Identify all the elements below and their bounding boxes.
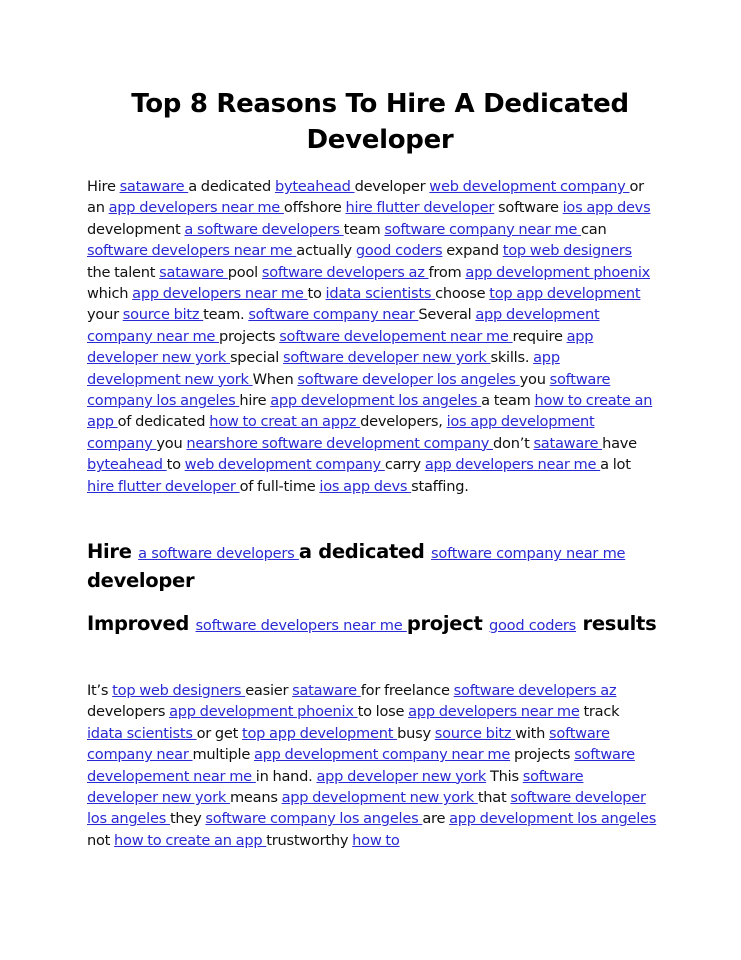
inline-link[interactable]: app developer new york [316,767,487,785]
text-run: are [422,810,450,828]
inline-link[interactable]: app development company near me [87,306,600,345]
inline-link[interactable]: source bitz [122,306,204,324]
inline-link[interactable]: software developers near me [195,617,407,634]
page-title: Top 8 Reasons To Hire A Dedicated Developer [131,89,629,155]
text-run: software [494,199,563,217]
text-run: results [576,612,657,635]
inline-link[interactable]: a software developers [138,545,299,562]
text-run: a dedicated [188,178,275,195]
text-run: Improved [87,612,196,635]
text-run: Hire [87,178,120,195]
inline-link[interactable]: software company los angeles [87,370,611,410]
inline-link[interactable]: a software developers [184,220,344,238]
inline-link[interactable]: good coders [355,242,443,260]
text-run: to lose [357,703,409,721]
inline-link[interactable]: app development los angeles [270,392,482,410]
inline-link[interactable]: software developer los angeles [297,370,520,388]
inline-link[interactable]: top web designers [112,682,246,699]
inline-link[interactable]: top app development [242,724,398,742]
text-run: they [169,810,206,828]
inline-link[interactable]: software developers az [261,263,429,281]
inline-link[interactable]: app development company near me [253,746,511,764]
results-paragraph [87,680,657,851]
section-heading-improved-results [87,610,667,639]
text-run: Hire [87,540,139,563]
text-run: the talent [87,263,160,281]
inline-link[interactable]: software company near [87,724,610,764]
text-run: project [406,612,489,635]
text-run: a dedicated [298,540,432,563]
text-run: projects [510,746,575,764]
inline-link[interactable]: hire flutter developer [87,477,240,495]
text-run: hire [239,392,271,410]
text-run: developers [87,703,170,721]
text-run: offshore [283,199,346,217]
inline-link[interactable]: how to [352,831,400,849]
intro-paragraph [87,176,657,497]
inline-link[interactable]: good coders [488,617,577,634]
inline-link[interactable]: app developers near me [408,703,580,721]
text-run: you [156,434,187,452]
inline-link[interactable]: source bitz [434,724,516,742]
inline-link[interactable]: sataware [159,263,228,281]
text-run: don’t [493,434,534,452]
text-run: of dedicated [117,413,210,431]
text-run: with [515,724,550,742]
text-run: developer [87,569,195,592]
text-run: a team [481,392,535,410]
inline-link[interactable]: idata scientists [325,285,436,303]
inline-link[interactable]: top app development [489,285,641,303]
text-run: This [486,767,523,785]
inline-link[interactable]: app development new york [281,789,478,807]
inline-link[interactable]: software developer new york [283,349,491,367]
inline-link[interactable]: software developement near me [87,746,635,785]
inline-link[interactable]: app developers near me [424,456,601,474]
inline-link[interactable]: software developers near me [87,242,297,260]
inline-link[interactable]: how to create an app [114,831,267,849]
text-run: that [477,789,511,807]
text-run: not [87,831,115,849]
inline-link[interactable]: byteahead [274,178,355,195]
text-run: Several [418,306,476,324]
text-run: track [579,703,620,721]
inline-link[interactable]: app developer new york [87,327,594,367]
text-run: of full-time [239,477,320,495]
inline-link[interactable]: sataware [119,178,189,195]
text-run: expand [442,242,503,260]
inline-link[interactable]: software developer new york [87,767,584,807]
inline-link[interactable]: ios app development company [87,413,595,452]
inline-link[interactable]: app development los angeles [449,810,657,828]
inline-link[interactable]: top web designers [502,242,632,260]
inline-link[interactable]: software company los angeles [205,810,423,828]
text-run: development [87,220,185,238]
text-run: or an [87,178,644,217]
inline-link[interactable]: software company near me [384,220,581,238]
text-run: multiple [192,746,254,764]
text-run: in hand. [255,767,317,785]
inline-link[interactable]: sataware [292,682,361,699]
text-run: team. [203,306,249,324]
inline-link[interactable]: app development phoenix [465,263,651,281]
text-run: It’s [87,682,113,699]
text-run: projects [219,327,280,345]
inline-link[interactable]: hire flutter developer [345,199,495,217]
text-run: busy [397,724,435,742]
inline-link[interactable]: software developer los angeles [87,789,646,828]
text-run: from [428,263,466,281]
inline-link[interactable]: how to creat an appz [209,413,361,431]
inline-link[interactable]: idata scientists [87,724,197,742]
inline-link[interactable]: web development company [429,178,630,195]
inline-link[interactable]: app development new york [87,349,560,388]
text-run: developer [354,178,430,195]
inline-link[interactable]: app developers near me [132,285,308,303]
inline-link[interactable]: app development phoenix [169,703,358,721]
text-run: pool [227,263,262,281]
text-run: developers, [360,413,447,431]
section-heading-hire [87,538,667,594]
inline-link[interactable]: how to create an app [87,392,653,431]
inline-link[interactable]: app developers near me [108,199,284,217]
text-run: to [307,285,326,303]
text-run: a lot [600,456,631,474]
inline-link[interactable]: software company near [248,306,419,324]
text-run: team [343,220,385,238]
text-run: require [512,327,567,345]
text-run: can [581,220,607,238]
text-run: your [87,306,123,324]
inline-link[interactable]: nearshore software development company [186,434,493,452]
inline-link[interactable]: software developers az [453,682,617,699]
text-run: or get [196,724,242,742]
inline-link[interactable]: ios app devs [562,199,651,217]
inline-link[interactable]: sataware [533,434,603,452]
text-run: which [87,285,133,303]
text-run: carry [384,456,425,474]
inline-link[interactable]: byteahead [87,456,167,474]
inline-link[interactable]: web development company [184,456,385,474]
text-run: choose [435,285,490,303]
text-run: skills. [490,349,534,367]
text-run: you [519,370,550,388]
text-run: actually [296,242,356,260]
text-run: staffing. [411,477,469,495]
text-run: When [252,370,298,388]
text-run: easier [245,682,293,699]
text-run: means [229,789,282,807]
text-run: for freelance [360,682,454,699]
text-run: special [229,349,283,367]
inline-link[interactable]: software company near me [431,545,626,562]
inline-link[interactable]: software developement near me [279,327,513,345]
text-run: to [166,456,185,474]
text-run: have [602,434,637,452]
text-run: trustworthy [266,831,353,849]
inline-link[interactable]: ios app devs [319,477,412,495]
